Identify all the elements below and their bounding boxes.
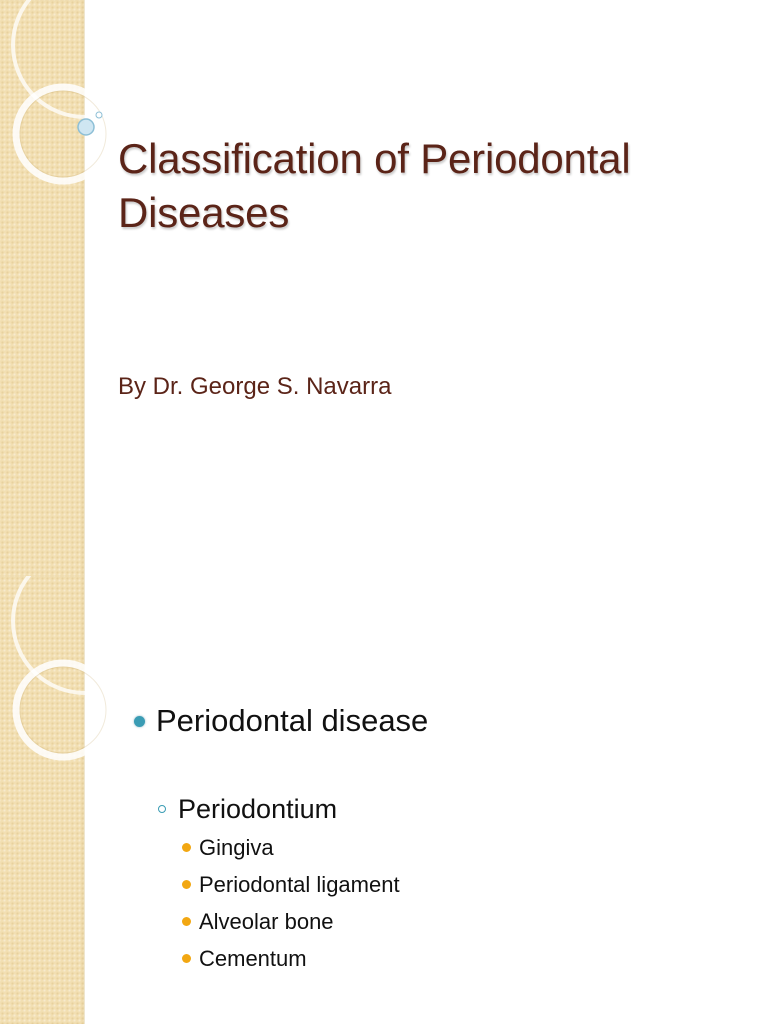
list-item-text: Cementum bbox=[199, 945, 307, 971]
bullet-text: Periodontal disease bbox=[156, 703, 429, 738]
decorative-circles bbox=[0, 0, 130, 230]
slide-subtitle: By Dr. George S. Navarra bbox=[118, 373, 392, 400]
sub-bullet-text: Periodontium bbox=[178, 793, 338, 824]
list-item-text: Alveolar bone bbox=[199, 908, 334, 934]
bullet-dot-icon bbox=[182, 917, 191, 926]
list-item bbox=[182, 940, 734, 977]
list-item-text: Gingiva bbox=[199, 834, 274, 860]
bullet-dot-icon bbox=[134, 716, 145, 727]
bullet-dot-icon bbox=[182, 880, 191, 889]
slide-title: Classification of Periodontal Diseases bbox=[118, 135, 631, 236]
sub-bullet-item-periodontium bbox=[158, 789, 734, 829]
decorative-circles bbox=[0, 576, 130, 806]
list-item bbox=[182, 829, 734, 866]
list-item-text: Periodontal ligament bbox=[199, 871, 400, 897]
bullet-dot-icon bbox=[182, 843, 191, 852]
bullet-dot-icon bbox=[182, 954, 191, 963]
bullet-item-periodontal-disease bbox=[134, 697, 734, 745]
bullet-list bbox=[134, 697, 734, 977]
list-item bbox=[182, 903, 734, 940]
bullet-ring-icon bbox=[158, 805, 166, 813]
content-slide bbox=[0, 576, 768, 1024]
list-item bbox=[182, 866, 734, 903]
